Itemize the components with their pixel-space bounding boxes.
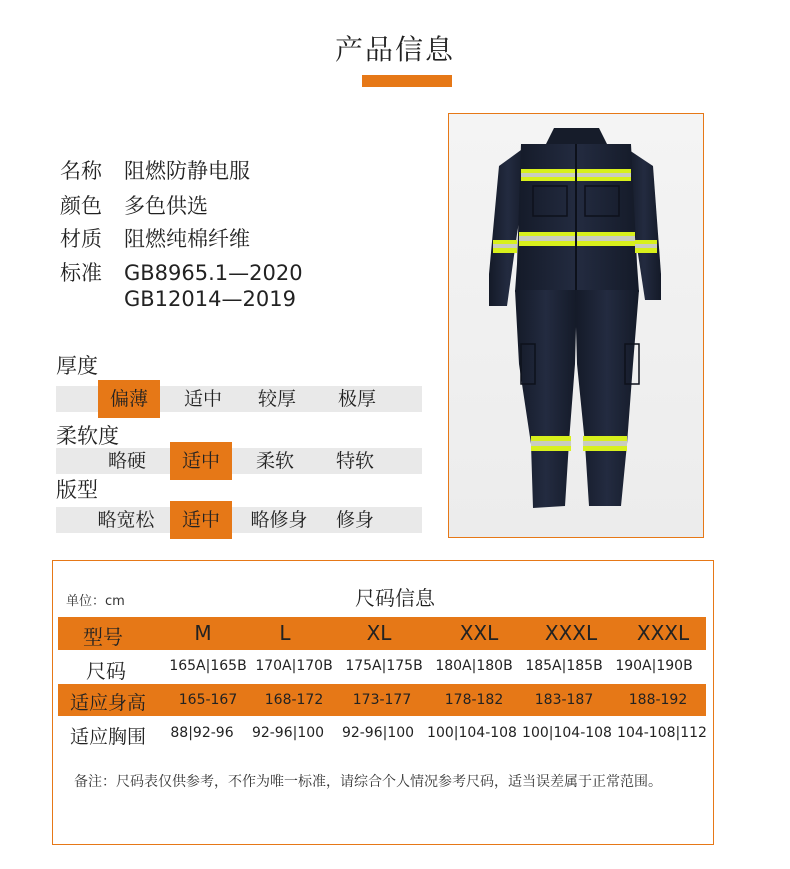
row-cell: 180A|180B <box>435 658 513 674</box>
row-cell: 168-172 <box>264 692 324 708</box>
row-cell: 100|104-108 <box>522 725 612 741</box>
size-note: 备注：尺码表仅供参考，不作为唯一标准，请综合个人情况参考尺码，适当误差属于正常范围。 <box>74 774 662 790</box>
header-cell: XXL <box>459 621 499 645</box>
header-cell: XXXL <box>544 621 598 645</box>
softness-title: 柔软度 <box>56 424 119 448</box>
row-cell: 188-192 <box>628 692 688 708</box>
spec-value: GB8965.1—2020 <box>124 261 303 285</box>
row-cell: 183-187 <box>534 692 594 708</box>
spec-material <box>60 223 250 253</box>
header-cell: M <box>194 621 212 645</box>
row-cell: 170A|170B <box>255 658 333 674</box>
spec-key: 材质 <box>60 227 102 251</box>
fit-option[interactable]: 略宽松 <box>97 509 155 531</box>
softness-option-selected[interactable]: 适中 <box>170 442 232 480</box>
spec-key: 名称 <box>60 159 102 183</box>
softness-option[interactable]: 柔软 <box>255 450 294 472</box>
row-cell: 185A|185B <box>525 658 603 674</box>
thickness-title: 厚度 <box>56 354 98 378</box>
thickness-option[interactable]: 极厚 <box>337 388 376 410</box>
softness-options <box>56 448 422 474</box>
fit-title: 版型 <box>56 478 98 502</box>
softness-option[interactable]: 特软 <box>335 450 374 472</box>
header-cell: XXXL <box>636 621 690 645</box>
header-cell: 型号 <box>83 625 123 649</box>
size-table-title: 尺码信息 <box>355 586 435 610</box>
row-cell: 173-177 <box>352 692 412 708</box>
page-title: 产品信息 <box>334 33 455 66</box>
row-cell: 165A|165B <box>169 658 247 674</box>
spec-value: 多色供选 <box>124 194 208 218</box>
chest-row <box>58 719 706 751</box>
row-cell: 100|104-108 <box>427 725 517 741</box>
spec-key: 标准 <box>60 261 102 285</box>
row-label: 适应胸围 <box>69 726 146 748</box>
coverall-icon <box>449 114 703 537</box>
row-cell: 175A|175B <box>345 658 423 674</box>
spec-color <box>60 190 208 220</box>
row-cell: 104-108|112 <box>617 725 707 741</box>
row-label: 适应身高 <box>69 692 146 714</box>
row-label: 尺码 <box>86 659 126 683</box>
thickness-option[interactable]: 适中 <box>183 388 222 410</box>
row-cell: 88|92-96 <box>170 725 234 741</box>
spec-name <box>60 155 250 185</box>
product-photo <box>448 113 704 538</box>
fit-options <box>56 507 422 533</box>
spec-value: 阻燃防静电服 <box>124 159 250 183</box>
row-cell: 178-182 <box>444 692 504 708</box>
spec-key: 颜色 <box>60 194 102 218</box>
height-row <box>58 684 706 716</box>
row-cell: 165-167 <box>178 692 238 708</box>
title-underline <box>362 75 452 87</box>
spec-value: 阻燃纯棉纤维 <box>124 227 250 251</box>
thickness-option[interactable]: 较厚 <box>257 388 296 410</box>
size-row <box>58 652 706 682</box>
row-cell: 92-96|100 <box>341 725 415 741</box>
softness-option[interactable]: 略硬 <box>107 450 146 472</box>
row-cell: 92-96|100 <box>251 725 325 741</box>
fit-option-selected[interactable]: 适中 <box>170 501 232 539</box>
fit-option[interactable]: 修身 <box>335 509 374 531</box>
size-header-row <box>58 617 706 650</box>
header-cell: L <box>279 621 291 645</box>
size-unit: 单位：cm <box>66 594 125 609</box>
spec-standard <box>60 257 303 287</box>
thickness-options <box>56 386 422 412</box>
thickness-option-selected[interactable]: 偏薄 <box>98 380 160 418</box>
row-cell: 190A|190B <box>615 658 693 674</box>
fit-option[interactable]: 略修身 <box>250 509 308 531</box>
spec-standard-2: GB12014—2019 <box>124 287 296 311</box>
header-cell: XL <box>366 621 392 645</box>
